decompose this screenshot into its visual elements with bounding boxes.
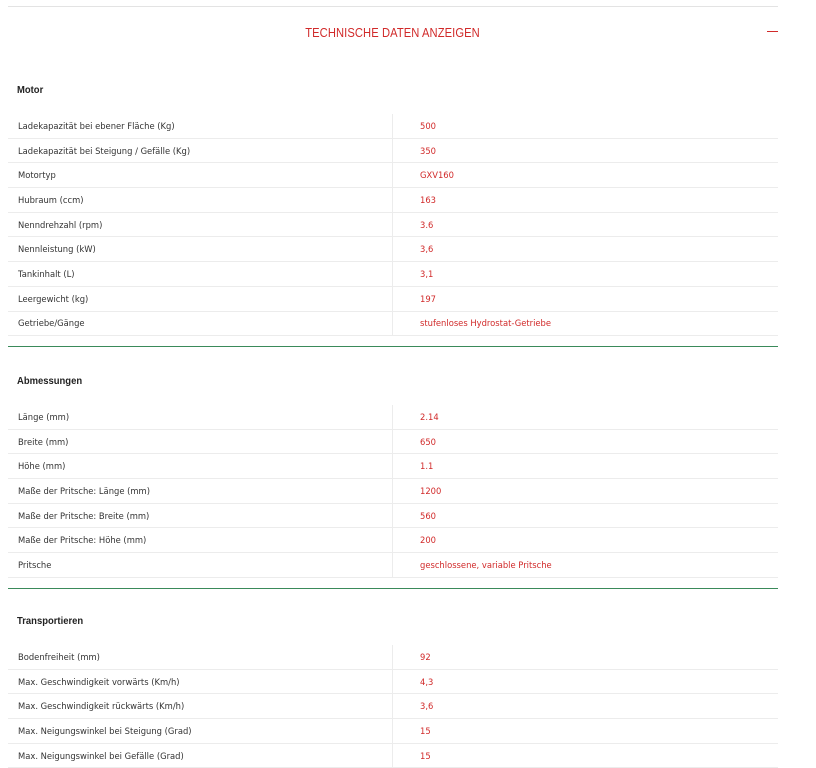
minus-icon[interactable] — [767, 31, 778, 32]
table-row — [8, 430, 778, 455]
spec-value: 2.14 — [420, 411, 439, 422]
column-divider — [392, 430, 393, 454]
spec-table — [8, 114, 778, 336]
spec-label: Maße der Pritsche: Höhe (mm) — [18, 535, 147, 546]
table-row — [8, 479, 778, 504]
table-row — [8, 504, 778, 529]
table-row — [8, 213, 778, 238]
column-divider — [392, 504, 393, 528]
column-divider — [392, 287, 393, 311]
section-title: Transportieren — [17, 615, 84, 627]
table-row — [8, 744, 778, 768]
spec-label: Max. Geschwindigkeit rückwärts (Km/h) — [18, 701, 185, 712]
spec-label: Max. Geschwindigkeit vorwärts (Km/h) — [18, 676, 180, 687]
spec-label: Hubraum (ccm) — [18, 194, 84, 205]
table-row — [8, 287, 778, 312]
tech-specs-toggle[interactable] — [8, 14, 778, 50]
table-row — [8, 114, 778, 139]
column-divider — [392, 528, 393, 552]
table-row — [8, 312, 778, 337]
spec-value: 350 — [420, 145, 436, 156]
column-divider — [392, 213, 393, 237]
spec-label: Bodenfreiheit (mm) — [18, 651, 100, 662]
table-row — [8, 188, 778, 213]
section-transportieren — [8, 609, 778, 768]
spec-label: Getriebe/Gänge — [18, 318, 85, 329]
spec-value: 500 — [420, 120, 436, 131]
spec-label: Länge (mm) — [18, 411, 70, 422]
spec-label: Ladekapazität bei Steigung / Gefälle (Kg) — [18, 145, 191, 156]
spec-label: Motortyp — [18, 170, 56, 181]
spec-value: 3.6 — [420, 219, 434, 230]
spec-label: Leergewicht (kg) — [18, 293, 89, 304]
table-row — [8, 694, 778, 719]
top-divider — [8, 6, 778, 7]
spec-label: Höhe (mm) — [18, 461, 66, 472]
spec-label: Max. Neigungswinkel bei Gefälle (Grad) — [18, 750, 184, 761]
spec-table — [8, 405, 778, 578]
column-divider — [392, 114, 393, 138]
section-title: Abmessungen — [17, 375, 83, 387]
spec-label: Maße der Pritsche: Breite (mm) — [18, 510, 150, 521]
spec-value: 1200 — [420, 485, 442, 496]
table-row — [8, 405, 778, 430]
table-row — [8, 553, 778, 578]
spec-label: Ladekapazität bei ebener Fläche (Kg) — [18, 120, 175, 131]
spec-label: Nennleistung (kW) — [18, 244, 96, 255]
table-row — [8, 237, 778, 262]
column-divider — [392, 262, 393, 286]
column-divider — [392, 553, 393, 577]
spec-value: 197 — [420, 293, 436, 304]
table-row — [8, 163, 778, 188]
table-row — [8, 139, 778, 164]
spec-value: geschlossene, variable Pritsche — [420, 559, 552, 570]
spec-label: Tankinhalt (L) — [18, 268, 75, 279]
section-divider — [8, 346, 778, 347]
table-row — [8, 262, 778, 287]
spec-value: 4,3 — [420, 676, 434, 687]
spec-value: 15 — [420, 750, 431, 761]
table-row — [8, 645, 778, 670]
section-abmessungen — [8, 369, 778, 578]
column-divider — [392, 719, 393, 743]
spec-value: 200 — [420, 535, 436, 546]
column-divider — [392, 670, 393, 694]
table-row — [8, 719, 778, 744]
spec-value: 3,1 — [420, 268, 434, 279]
spec-label: Breite (mm) — [18, 436, 69, 447]
spec-value: 560 — [420, 510, 436, 521]
tech-specs-title: TECHNISCHE DATEN ANZEIGEN — [305, 24, 481, 40]
column-divider — [392, 645, 393, 669]
spec-label: Nenndrehzahl (rpm) — [18, 219, 103, 230]
column-divider — [392, 405, 393, 429]
spec-label: Max. Neigungswinkel bei Steigung (Grad) — [18, 725, 192, 736]
column-divider — [392, 139, 393, 163]
column-divider — [392, 454, 393, 478]
section-divider — [8, 588, 778, 589]
spec-value: 3,6 — [420, 701, 434, 712]
column-divider — [392, 694, 393, 718]
spec-value: 3,6 — [420, 244, 434, 255]
spec-table — [8, 645, 778, 768]
column-divider — [392, 163, 393, 187]
column-divider — [392, 744, 393, 768]
table-row — [8, 670, 778, 695]
spec-value: 15 — [420, 725, 431, 736]
column-divider — [392, 237, 393, 261]
column-divider — [392, 479, 393, 503]
section-title: Motor — [17, 84, 44, 96]
spec-value: 1.1 — [420, 461, 434, 472]
spec-label: Pritsche — [18, 559, 52, 570]
spec-label: Maße der Pritsche: Länge (mm) — [18, 485, 150, 496]
table-row — [8, 454, 778, 479]
spec-value: 92 — [420, 651, 431, 662]
spec-value: 163 — [420, 194, 436, 205]
table-row — [8, 528, 778, 553]
spec-value: 650 — [420, 436, 436, 447]
spec-value: stufenloses Hydrostat-Getriebe — [420, 318, 552, 329]
spec-value: GXV160 — [420, 170, 454, 181]
column-divider — [392, 188, 393, 212]
section-motor — [8, 78, 778, 336]
column-divider — [392, 312, 393, 336]
